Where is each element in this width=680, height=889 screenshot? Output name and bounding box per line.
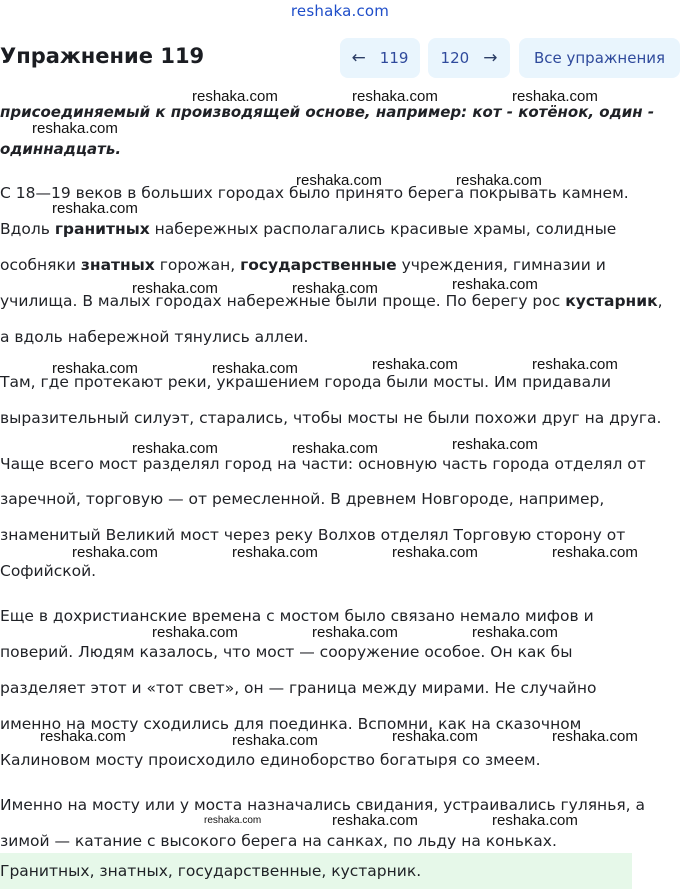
- text-line: выразительный силуэт, старались, чтобы мосты не были похожи друг на друга.: [0, 409, 662, 427]
- watermark-text: reshaka.com: [212, 360, 298, 377]
- watermark-text: reshaka.com: [40, 728, 126, 745]
- text-line: [0, 247, 680, 283]
- text-line: Калиновом мосту происходило единоборство богатыря со змеем.: [0, 751, 541, 769]
- highlight-word: государственные: [240, 256, 397, 274]
- watermark-text: reshaka.com: [132, 280, 218, 297]
- arrow-right-icon: →: [483, 48, 498, 68]
- site-logo[interactable]: reshaka.com: [290, 2, 390, 20]
- watermark-text: reshaka.com: [152, 624, 238, 641]
- text-span: ,: [657, 292, 663, 310]
- watermark-text: reshaka.com: [452, 436, 538, 453]
- intro-line: одиннадцать.: [0, 140, 122, 158]
- text-line: разделяет этот и «тот свет», он — граница между мирами. Не случайно: [0, 679, 597, 697]
- text-line: зимой — катание с высокого берега на санках, по льду на коньках.: [0, 832, 557, 850]
- text-line: именно на мосту сходились для поединка. Вспомни, как на сказочном: [0, 715, 582, 733]
- watermark-text: reshaka.com: [72, 544, 158, 561]
- watermark-text: reshaka.com: [32, 120, 118, 137]
- text-line: а вдоль набережной тянулись аллеи.: [0, 328, 309, 346]
- text-line: поверий. Людям казалось, что мост — сооружение особое. Он как бы: [0, 643, 573, 661]
- next-exercise-label: 120: [440, 49, 470, 67]
- prev-exercise-label: 119: [379, 49, 409, 67]
- watermark-text: reshaka.com: [204, 815, 262, 826]
- text-span: набережных располагались красивые храмы, солидные: [149, 220, 617, 238]
- highlight-word: гранитных: [54, 220, 150, 238]
- arrow-left-icon: ←: [351, 48, 366, 68]
- watermark-text: reshaka.com: [292, 440, 378, 457]
- watermark-text: reshaka.com: [132, 440, 218, 457]
- watermark-text: reshaka.com: [532, 356, 618, 373]
- intro-line: присоединяемый к производящей основе, например: кот - котёнок, один -: [0, 103, 655, 121]
- watermark-text: reshaka.com: [292, 280, 378, 297]
- text-span: горожан,: [154, 256, 241, 274]
- all-exercises-button[interactable]: Все упражнения: [519, 38, 680, 78]
- page-title: Упражнение 119: [0, 44, 205, 68]
- watermark-text: reshaka.com: [392, 728, 478, 745]
- watermark-text: reshaka.com: [512, 88, 598, 105]
- text-line: Еще в дохристианские времена с мостом было связано немало мифов и: [0, 607, 594, 625]
- text-span: Вдоль: [0, 220, 55, 238]
- text-line: С 18—19 веков в больших городах было принято берега покрывать камнем.: [0, 184, 629, 202]
- text-span: учреждения, гимназии и: [396, 256, 606, 274]
- watermark-text: reshaka.com: [452, 276, 538, 293]
- watermark-text: reshaka.com: [232, 544, 318, 561]
- watermark-text: reshaka.com: [296, 172, 382, 189]
- watermark-text: reshaka.com: [352, 88, 438, 105]
- watermark-text: reshaka.com: [232, 732, 318, 749]
- watermark-text: reshaka.com: [472, 624, 558, 641]
- answer-box: Гранитных, знатных, государственные, кустарник.: [0, 853, 632, 889]
- text-line: Софийской.: [0, 562, 97, 580]
- text-line: Именно на мосту или у моста назначались свидания, устраивались гулянья, а: [0, 796, 646, 814]
- text-line: Там, где протекают реки, украшением города были мосты. Им придавали: [0, 373, 612, 391]
- text-line: знаменитый Великий мост через реку Волхов отделял Торговую сторону от: [0, 526, 626, 544]
- text-span: особняки: [0, 256, 81, 274]
- watermark-text: reshaka.com: [552, 544, 638, 561]
- watermark-text: reshaka.com: [52, 360, 138, 377]
- watermark-text: reshaka.com: [492, 812, 578, 829]
- prev-exercise-button[interactable]: [340, 38, 420, 78]
- watermark-text: reshaka.com: [456, 172, 542, 189]
- text-line: Чаще всего мост разделял город на части: основную часть города отделял от: [0, 455, 646, 473]
- watermark-text: reshaka.com: [392, 544, 478, 561]
- next-exercise-button[interactable]: [428, 38, 510, 78]
- watermark-text: reshaka.com: [332, 812, 418, 829]
- watermark-text: reshaka.com: [52, 200, 138, 217]
- watermark-text: reshaka.com: [192, 88, 278, 105]
- watermark-text: reshaka.com: [312, 624, 398, 641]
- watermark-text: reshaka.com: [552, 728, 638, 745]
- highlight-word: кустарник: [565, 292, 658, 310]
- highlight-word: знатных: [80, 256, 155, 274]
- text-line: заречной, торговую — от ремесленной. В древнем Новгороде, например,: [0, 490, 605, 508]
- watermark-text: reshaka.com: [372, 356, 458, 373]
- text-span: училища. В малых городах набережные были проще. По берегу рос: [0, 292, 566, 310]
